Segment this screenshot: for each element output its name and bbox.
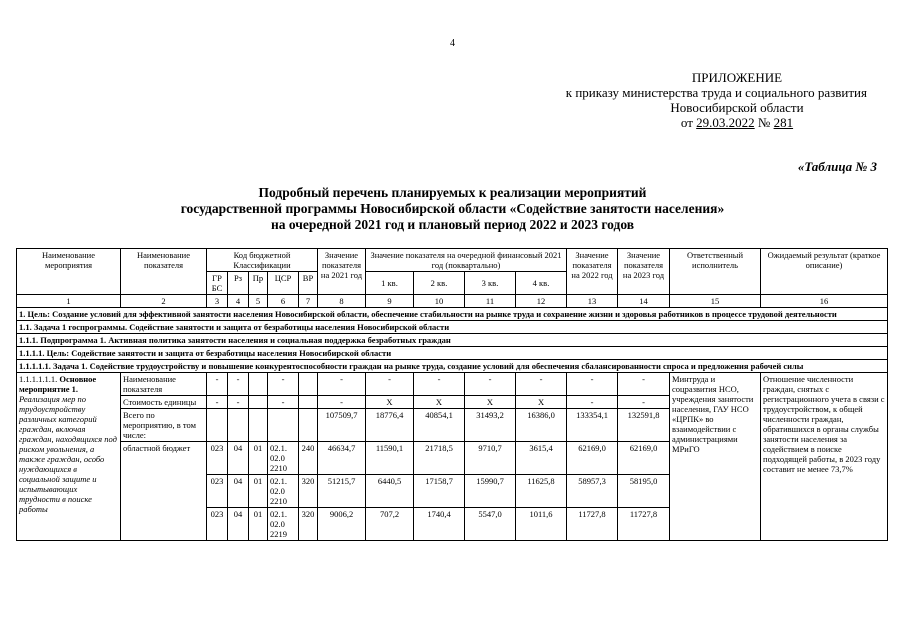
header-measure-name: Наименование мероприятия bbox=[17, 249, 121, 295]
order-date: 29.03.2022 bbox=[696, 115, 755, 130]
result-cell: Отношение численности граждан, снятых с регистрационного учета в связи с трудоустройством, к общей численности граждан, обратившихся в органы службы занятости населения за содействием в поиске подходящей работы, в 2023 году составит не менее 73,7% bbox=[761, 373, 888, 541]
q2-cell: 17158,7 bbox=[414, 475, 465, 508]
indicator-name: Стоимость единицы bbox=[121, 396, 207, 409]
grbs-cell: 023 bbox=[207, 475, 228, 508]
q4-cell: 11625,8 bbox=[516, 475, 567, 508]
title-line2: государственной программы Новосибирской области «Содействие занятости населения» bbox=[180, 201, 725, 216]
rz-cell: 04 bbox=[228, 475, 249, 508]
q4-cell: 16386,0 bbox=[516, 409, 567, 442]
q3-cell: 15990,7 bbox=[465, 475, 516, 508]
value-2023-cell: - bbox=[618, 396, 670, 409]
col-number: 8 bbox=[318, 295, 366, 308]
q3-cell: - bbox=[465, 373, 516, 396]
header-value-2022: Значение показателя на 2022 год bbox=[567, 249, 618, 295]
csr-cell bbox=[268, 409, 299, 442]
value-2021-cell: 9006,2 bbox=[318, 508, 366, 541]
pr-cell bbox=[249, 396, 268, 409]
vr-cell bbox=[299, 373, 318, 396]
header-q1: 1 кв. bbox=[366, 272, 414, 295]
value-2021-cell: 107509,7 bbox=[318, 409, 366, 442]
header-budget-code: Код бюджетной Классификации bbox=[207, 249, 318, 272]
grbs-cell: - bbox=[207, 373, 228, 396]
header-rz: Рз bbox=[228, 272, 249, 295]
section-subprogram: 1.1.1. Подпрограмма 1. Активная политика занятости населения и социальная поддержка безработных граждан bbox=[17, 334, 888, 347]
indicator-name: Всего по мероприятию, в том числе: bbox=[121, 409, 207, 442]
rz-cell: 04 bbox=[228, 508, 249, 541]
appendix-title: ПРИЛОЖЕНИЕ bbox=[691, 70, 783, 85]
section-subgoal: 1.1.1.1. Цель: Содействие занятости и защита от безработицы населения Новосибирской области bbox=[17, 347, 888, 360]
grbs-cell: 023 bbox=[207, 442, 228, 475]
col-number: 7 bbox=[299, 295, 318, 308]
header-pr: Пр bbox=[249, 272, 268, 295]
header-value-2023: Значение показателя на 2023 год bbox=[618, 249, 670, 295]
table-label: «Таблица № 3 bbox=[797, 159, 877, 174]
appendix-date-line bbox=[487, 115, 867, 130]
value-2021-cell: 46634,7 bbox=[318, 442, 366, 475]
vr-cell bbox=[299, 409, 318, 442]
q3-cell: 31493,2 bbox=[465, 409, 516, 442]
pr-cell: 01 bbox=[249, 442, 268, 475]
q4-cell: X bbox=[516, 396, 567, 409]
value-2023-cell: 58195,0 bbox=[618, 475, 670, 508]
value-2022-cell: 11727,8 bbox=[567, 508, 618, 541]
indicator-name: Наименование показателя bbox=[121, 373, 207, 396]
q2-cell: 1740,4 bbox=[414, 508, 465, 541]
page-number: 4 bbox=[450, 38, 455, 49]
q1-cell: 6440,5 bbox=[366, 475, 414, 508]
pr-cell: 01 bbox=[249, 475, 268, 508]
header-row-1 bbox=[17, 249, 888, 272]
table-row bbox=[17, 373, 888, 396]
q1-cell: X bbox=[366, 396, 414, 409]
title-line1: Подробный перечень планируемых к реализации мероприятий bbox=[258, 185, 647, 200]
csr-cell: 02.1. 02.0 2210 bbox=[268, 475, 299, 508]
value-2021-cell: - bbox=[318, 373, 366, 396]
col-number: 5 bbox=[249, 295, 268, 308]
value-2023-cell: 62169,0 bbox=[618, 442, 670, 475]
vr-cell bbox=[299, 396, 318, 409]
q4-cell: 1011,6 bbox=[516, 508, 567, 541]
header-value-2021: Значение показателя на 2021 год bbox=[318, 249, 366, 295]
value-2022-cell: - bbox=[567, 373, 618, 396]
measure-bold-title: Основное мероприятие 1. bbox=[19, 374, 97, 394]
value-2022-cell: - bbox=[567, 396, 618, 409]
measures-table bbox=[16, 248, 888, 541]
executor-cell: Минтруда и соцразвития НСО, учреждения занятости населения, ГАУ НСО «ЦРПК» во взаимодействии с администрациями МРиГО bbox=[670, 373, 761, 541]
q2-cell: 40854,1 bbox=[414, 409, 465, 442]
pr-cell: 01 bbox=[249, 508, 268, 541]
section-row bbox=[17, 334, 888, 347]
value-2023-cell: 11727,8 bbox=[618, 508, 670, 541]
rz-cell: - bbox=[228, 396, 249, 409]
vr-cell: 320 bbox=[299, 475, 318, 508]
col-number: 3 bbox=[207, 295, 228, 308]
q2-cell: 21718,5 bbox=[414, 442, 465, 475]
col-number: 2 bbox=[121, 295, 207, 308]
q2-cell: X bbox=[414, 396, 465, 409]
grbs-cell: 023 bbox=[207, 508, 228, 541]
rz-cell: - bbox=[228, 373, 249, 396]
value-2023-cell: 132591,8 bbox=[618, 409, 670, 442]
header-quarterly: Значение показателя на очередной финансовый 2021 год (поквартально) bbox=[366, 249, 567, 272]
vr-cell: 240 bbox=[299, 442, 318, 475]
measure-cell bbox=[17, 373, 121, 541]
document-title bbox=[0, 185, 905, 233]
section-row bbox=[17, 347, 888, 360]
q3-cell: X bbox=[465, 396, 516, 409]
q1-cell: 707,2 bbox=[366, 508, 414, 541]
col-number: 15 bbox=[670, 295, 761, 308]
col-number: 9 bbox=[366, 295, 414, 308]
section-task: 1.1. Задача 1 госпрограммы. Содействие занятости и защита от безработицы населения Новосибирской области bbox=[17, 321, 888, 334]
number-prefix: № bbox=[754, 115, 774, 130]
header-executor: Ответственный исполнитель bbox=[670, 249, 761, 295]
csr-cell: - bbox=[268, 373, 299, 396]
vr-cell: 320 bbox=[299, 508, 318, 541]
header-grbs: ГР БС bbox=[207, 272, 228, 295]
pr-cell bbox=[249, 373, 268, 396]
section-goal: 1. Цель: Создание условий для эффективной занятости населения Новосибирской области, обеспечение стабильности на рынке труда и сохранение жизни и здоровья работников в процессе трудовой деятельности bbox=[17, 308, 888, 321]
section-row bbox=[17, 360, 888, 373]
order-number: 281 bbox=[773, 115, 794, 130]
value-2022-cell: 62169,0 bbox=[567, 442, 618, 475]
grbs-cell bbox=[207, 409, 228, 442]
header-csr: ЦСР bbox=[268, 272, 299, 295]
section-row bbox=[17, 321, 888, 334]
appendix-line1: к приказу министерства труда и социального развития bbox=[565, 85, 867, 100]
header-result: Ожидаемый результат (краткое описание) bbox=[761, 249, 888, 295]
appendix-header bbox=[487, 70, 867, 130]
q3-cell: 5547,0 bbox=[465, 508, 516, 541]
col-number: 16 bbox=[761, 295, 888, 308]
measure-number: 1.1.1.1.1.1. bbox=[19, 374, 58, 384]
q2-cell: - bbox=[414, 373, 465, 396]
q4-cell: - bbox=[516, 373, 567, 396]
csr-cell: 02.1. 02.0 2219 bbox=[268, 508, 299, 541]
value-2021-cell: 51215,7 bbox=[318, 475, 366, 508]
col-number: 1 bbox=[17, 295, 121, 308]
column-numbers-row bbox=[17, 295, 888, 308]
csr-cell: 02.1. 02.0 2210 bbox=[268, 442, 299, 475]
csr-cell: - bbox=[268, 396, 299, 409]
measure-description: Реализация мер по трудоустройству различных категорий граждан, включая граждан, находящихся под риском увольнения, а также граждан, особо нуждающихся в социальной защите и испытывающих трудности в поиске работы bbox=[19, 394, 117, 514]
q1-cell: 11590,1 bbox=[366, 442, 414, 475]
q4-cell: 3615,4 bbox=[516, 442, 567, 475]
section-row bbox=[17, 308, 888, 321]
section-subtask: 1.1.1.1.1. Задача 1. Содействие трудоустройству и повышение конкурентоспособности граждан на рынке труда, создание условий для обеспечения сбалансированности спроса и предложения рабочей силы bbox=[17, 360, 888, 373]
grbs-cell: - bbox=[207, 396, 228, 409]
col-number: 11 bbox=[465, 295, 516, 308]
col-number: 13 bbox=[567, 295, 618, 308]
q1-cell: - bbox=[366, 373, 414, 396]
col-number: 4 bbox=[228, 295, 249, 308]
q1-cell: 18776,4 bbox=[366, 409, 414, 442]
value-2023-cell: - bbox=[618, 373, 670, 396]
col-number: 12 bbox=[516, 295, 567, 308]
indicator-name: областной бюджет bbox=[121, 442, 207, 541]
pr-cell bbox=[249, 409, 268, 442]
col-number: 6 bbox=[268, 295, 299, 308]
header-q2: 2 кв. bbox=[414, 272, 465, 295]
value-2021-cell: - bbox=[318, 396, 366, 409]
q3-cell: 9710,7 bbox=[465, 442, 516, 475]
date-prefix: от bbox=[680, 115, 697, 130]
rz-cell: 04 bbox=[228, 442, 249, 475]
header-q3: 3 кв. bbox=[465, 272, 516, 295]
header-q4: 4 кв. bbox=[516, 272, 567, 295]
col-number: 10 bbox=[414, 295, 465, 308]
rz-cell bbox=[228, 409, 249, 442]
appendix-line2: Новосибирской области bbox=[670, 100, 804, 115]
value-2022-cell: 133354,1 bbox=[567, 409, 618, 442]
title-line3: на очередной 2021 год и плановый период 2022 и 2023 годов bbox=[270, 217, 635, 232]
header-indicator-name: Наименование показателя bbox=[121, 249, 207, 295]
col-number: 14 bbox=[618, 295, 670, 308]
value-2022-cell: 58957,3 bbox=[567, 475, 618, 508]
header-vr: ВР bbox=[299, 272, 318, 295]
